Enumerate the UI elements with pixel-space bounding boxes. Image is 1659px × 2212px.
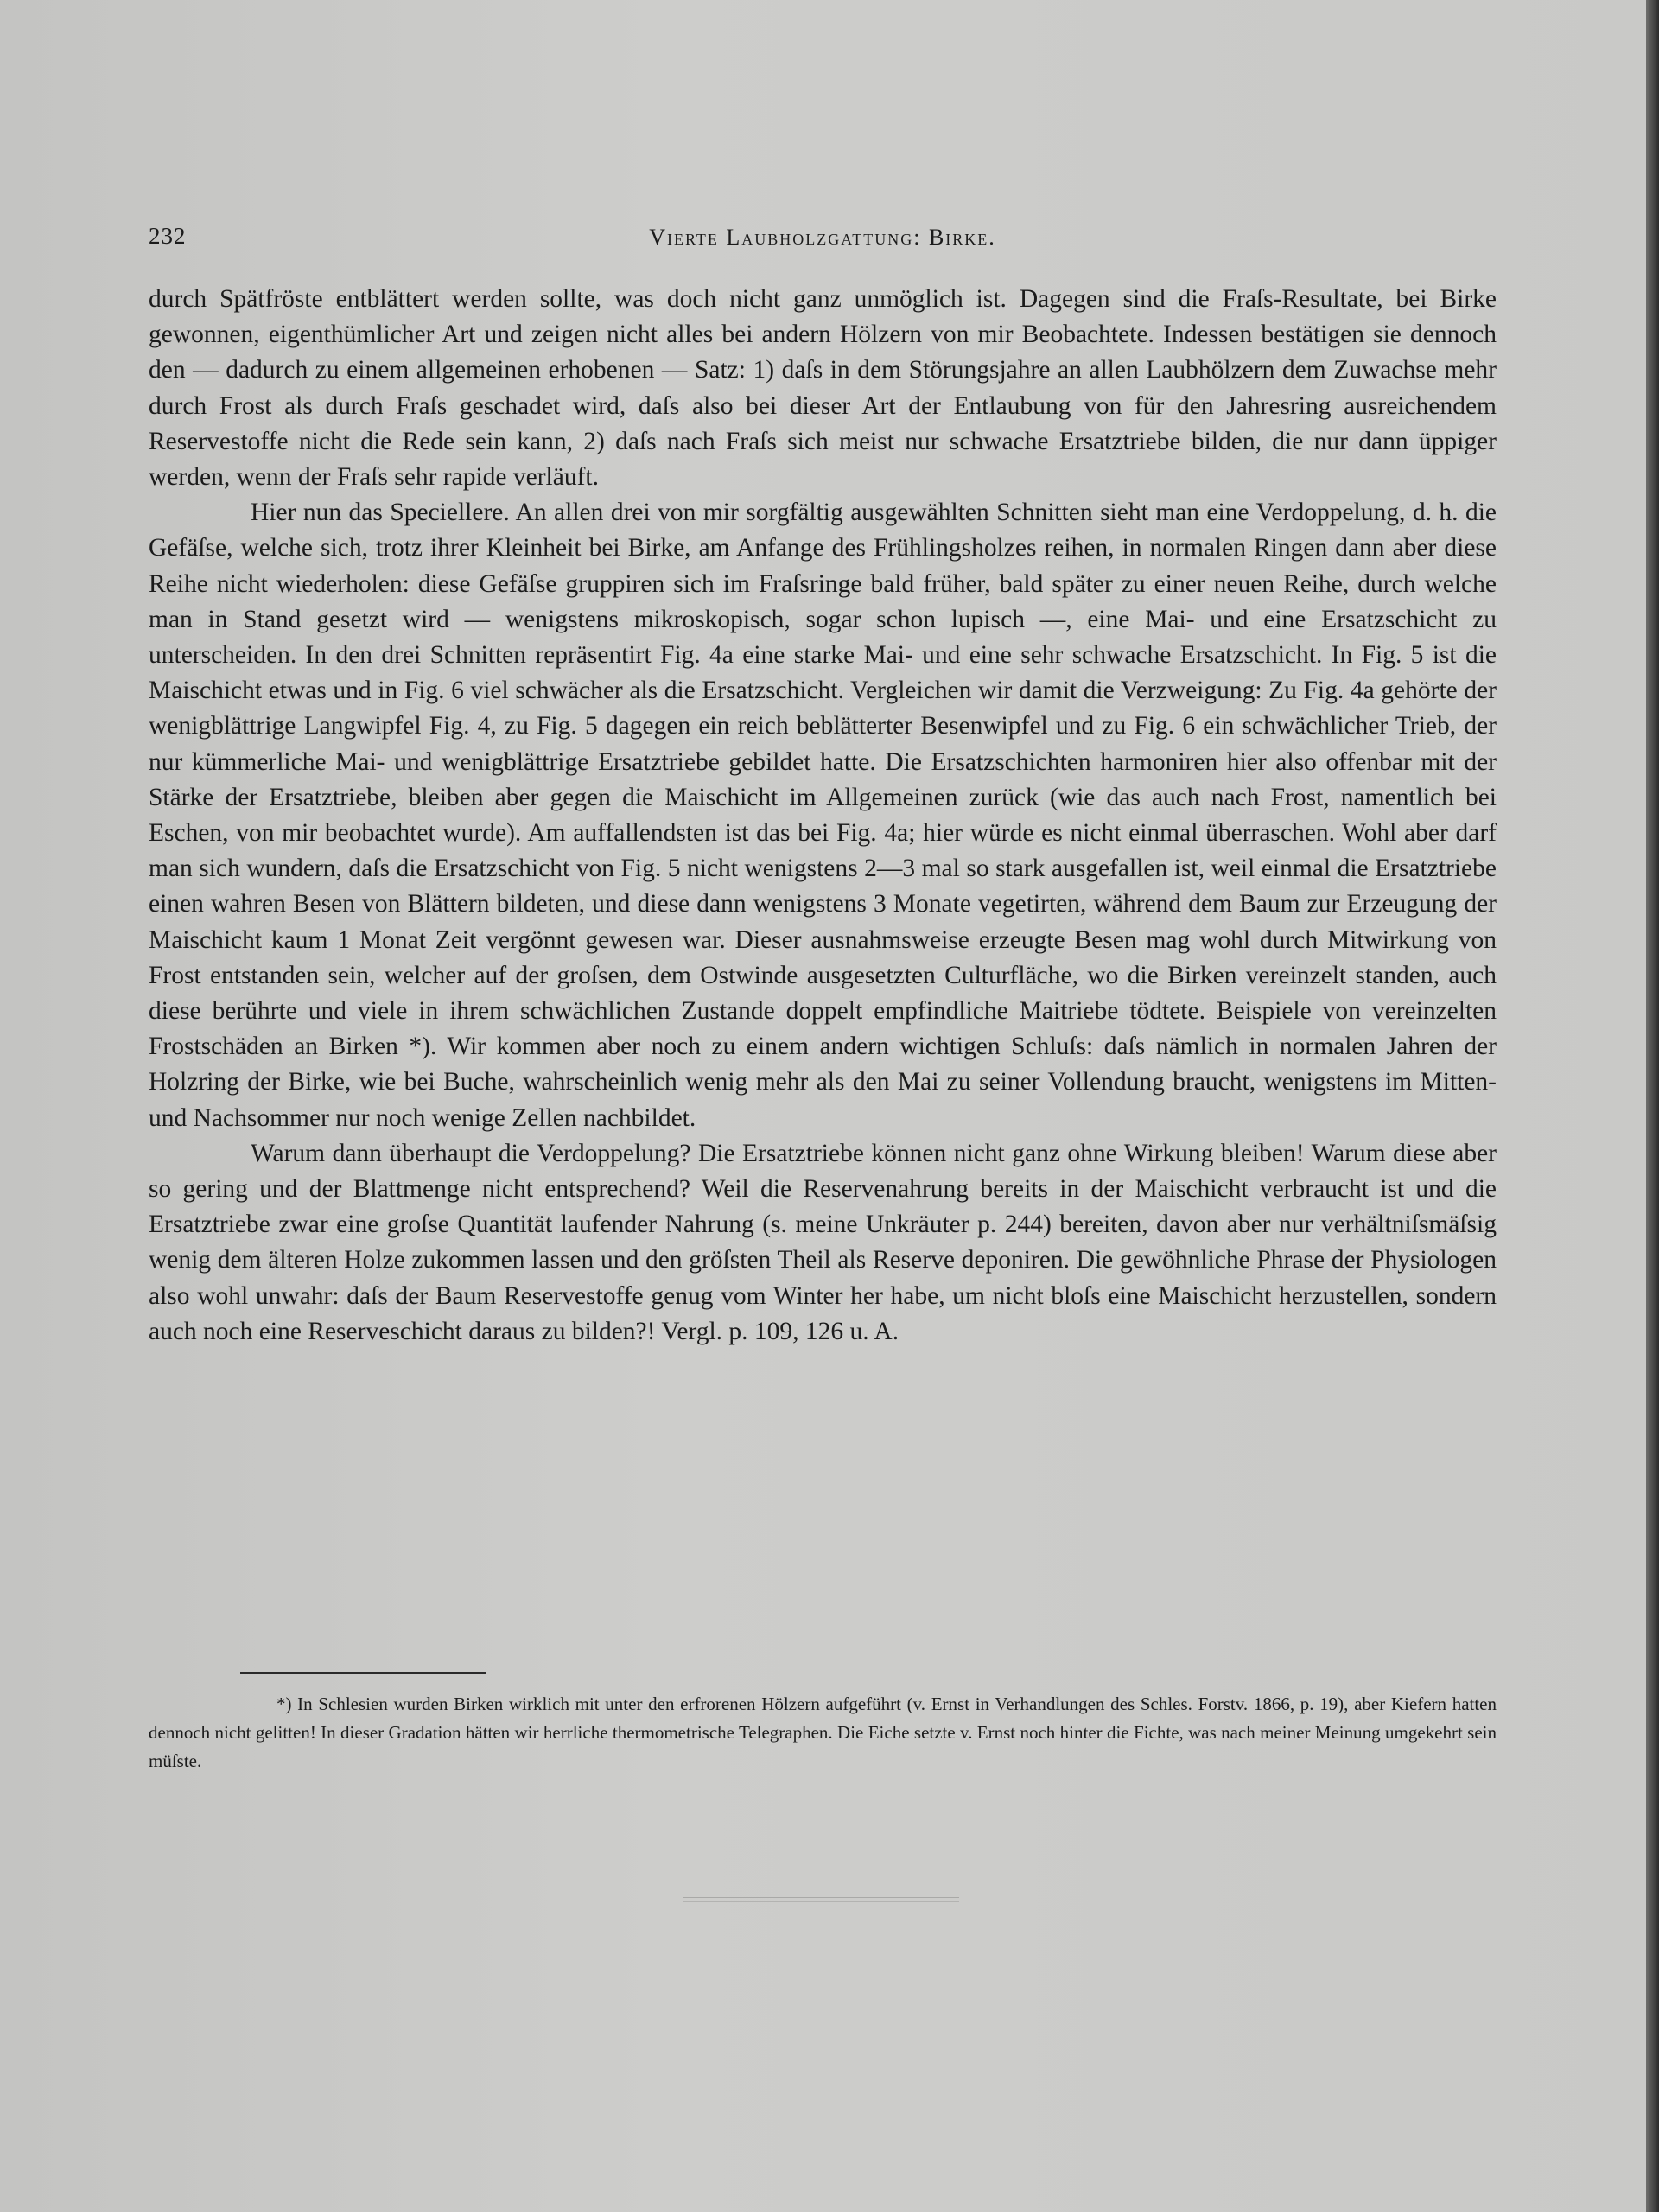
running-title: Vierte Laubholzgattung: Birke. xyxy=(649,225,996,250)
paragraph-2: Hier nun das Speciellere. An allen drei von mir sorgfältig ausgewählten Schnitten sieht man eine Verdoppelung, d. h. die Gefäſse, welche sich, trotz ihrer Kleinheit bei Birke, am Anfange des Frühlingsholzes reihen, in normalen Ringen dann aber diese Reihe nicht wiederholen: diese Gefäſse gruppiren sich im Fraſsringe bald früher, bald später zu einer neuen Reihe, durch welche man in Stand gesetzt wird — wenigstens mikroskopisch, sogar schon lupisch —, eine Mai- und eine Ersatzschicht zu unterscheiden. In den drei Schnitten repräsentirt Fig. 4a eine starke Mai- und eine sehr schwache Ersatzschicht. In Fig. 5 ist die Maischicht etwas und in Fig. 6 viel schwächer als die Ersatzschicht. Vergleichen wir damit die Verzweigung: Zu Fig. 4a gehörte der wenigblättrige Langwipfel Fig. 4, zu Fig. 5 dagegen ein reich beblätterter Besenwipfel und zu Fig. 6 ein schwächlicher Trieb, der nur kümmerliche Mai- und wenigblättrige Ersatztriebe gebildet hatte. Die Ersatzschichten harmoniren hier also offenbar mit der Stärke der Ersatztriebe, bleiben aber gegen die Maischicht im Allgemeinen zurück (wie das auch nach Frost, namentlich bei Eschen, von mir beobachtet wurde). Am auffallendsten ist das bei Fig. 4a; hier würde es nicht einmal überraschen. Wohl aber darf man sich wundern, daſs die Ersatzschicht von Fig. 5 nicht wenigstens 2—3 mal so stark ausgefallen ist, weil einmal die Ersatztriebe einen wahren Besen von Blättern bildeten, und diese dann wenigstens 3 Monate vegetirten, während dem Baum zur Erzeugung der Maischicht kaum 1 Monat Zeit vergönnt gewesen war. Dieser ausnahmsweise erzeugte Besen mag wohl durch Mitwirkung von Frost entstanden sein, welcher auf der groſsen, dem Ostwinde ausgesetzten Culturfläche, wo die Birken vereinzelt standen, auch diese berührte und viele in ihrem schwächlichen Zustande doppelt empfindliche Maitriebe tödtete. Beispiele von vereinzelten Frostschäden an Birken *). Wir kommen aber noch zu einem andern wichtigen Schluſs: daſs nämlich in normalen Jahren der Holzring der Birke, wie bei Buche, wahrscheinlich wenig mehr als den Mai zu seiner Vollendung braucht, wenigstens im Mitten- und Nachsommer nur noch wenige Zellen nachbildet. xyxy=(149,499,1497,1132)
page-edge-shadow xyxy=(1646,0,1659,2212)
footnote: *) In Schlesien wurden Birken wirklich mit unter den erfrorenen Hölzern aufgeführt (v. Ernst in Verhandlungen des Schles. Forstv. 1866, p. 19), aber Kiefern hatten dennoch nicht gelitten! In dieser Gradation hätten wir herrliche thermometrische Telegraphen. Die Eiche setzte v. Ernst noch hinter die Fichte, was nach meiner Meinung umgekehrt sein müſste. xyxy=(149,1694,1497,1771)
paragraph-1: durch Spätfröste entblättert werden sollte, was doch nicht ganz unmöglich ist. Dagegen sind die Fraſs-Resultate, bei Birke gewonnen, eigenthümlicher Art und zeigen nicht alles bei andern Hölzern von mir Beobachtete. Indessen bestätigen sie dennoch den — dadurch zu einem allgemeinen erhobenen — Satz: 1) daſs in dem Störungsjahre an allen Laubhölzern dem Zuwachse mehr durch Frost als durch Fraſs geschadet wird, daſs also bei dieser Art der Entlaubung von für den Jahresring ausreichendem Reservestoffe nicht die Rede sein kann, 2) daſs nach Fraſs sich meist nur schwache Ersatztriebe bilden, die nur dann üppiger werden, wenn der Fraſs sehr rapide verläuft. xyxy=(149,285,1497,492)
page-number: 232 xyxy=(149,223,187,249)
main-text xyxy=(149,282,1497,1350)
show-through-rule xyxy=(683,1897,959,1898)
paragraph-3: Warum dann überhaupt die Verdoppelung? Die Ersatztriebe können nicht ganz ohne Wirkung bleiben! Warum diese aber so gering und der Blattmenge nicht entsprechend? Weil die Reservenahrung bereits in der Maischicht verbraucht ist und die Ersatztriebe zwar eine groſse Quantität laufender Nahrung (s. meine Unkräuter p. 244) bereiten, davon aber nur verhältniſsmäſsig wenig dem älteren Holze zukommen lassen und den gröſsten Theil als Reserve deponiren. Die gewöhnliche Phrase der Physiologen also wohl unwahr: daſs der Baum Reservestoffe genug vom Winter her habe, um nicht bloſs eine Maischicht herzustellen, sondern auch noch eine Reserveschicht daraus zu bilden?! Vergl. p. 109, 126 u. A. xyxy=(149,1139,1497,1345)
show-through-rule-2 xyxy=(683,1901,959,1902)
footnote-rule xyxy=(240,1672,486,1674)
page-header xyxy=(149,223,1497,257)
